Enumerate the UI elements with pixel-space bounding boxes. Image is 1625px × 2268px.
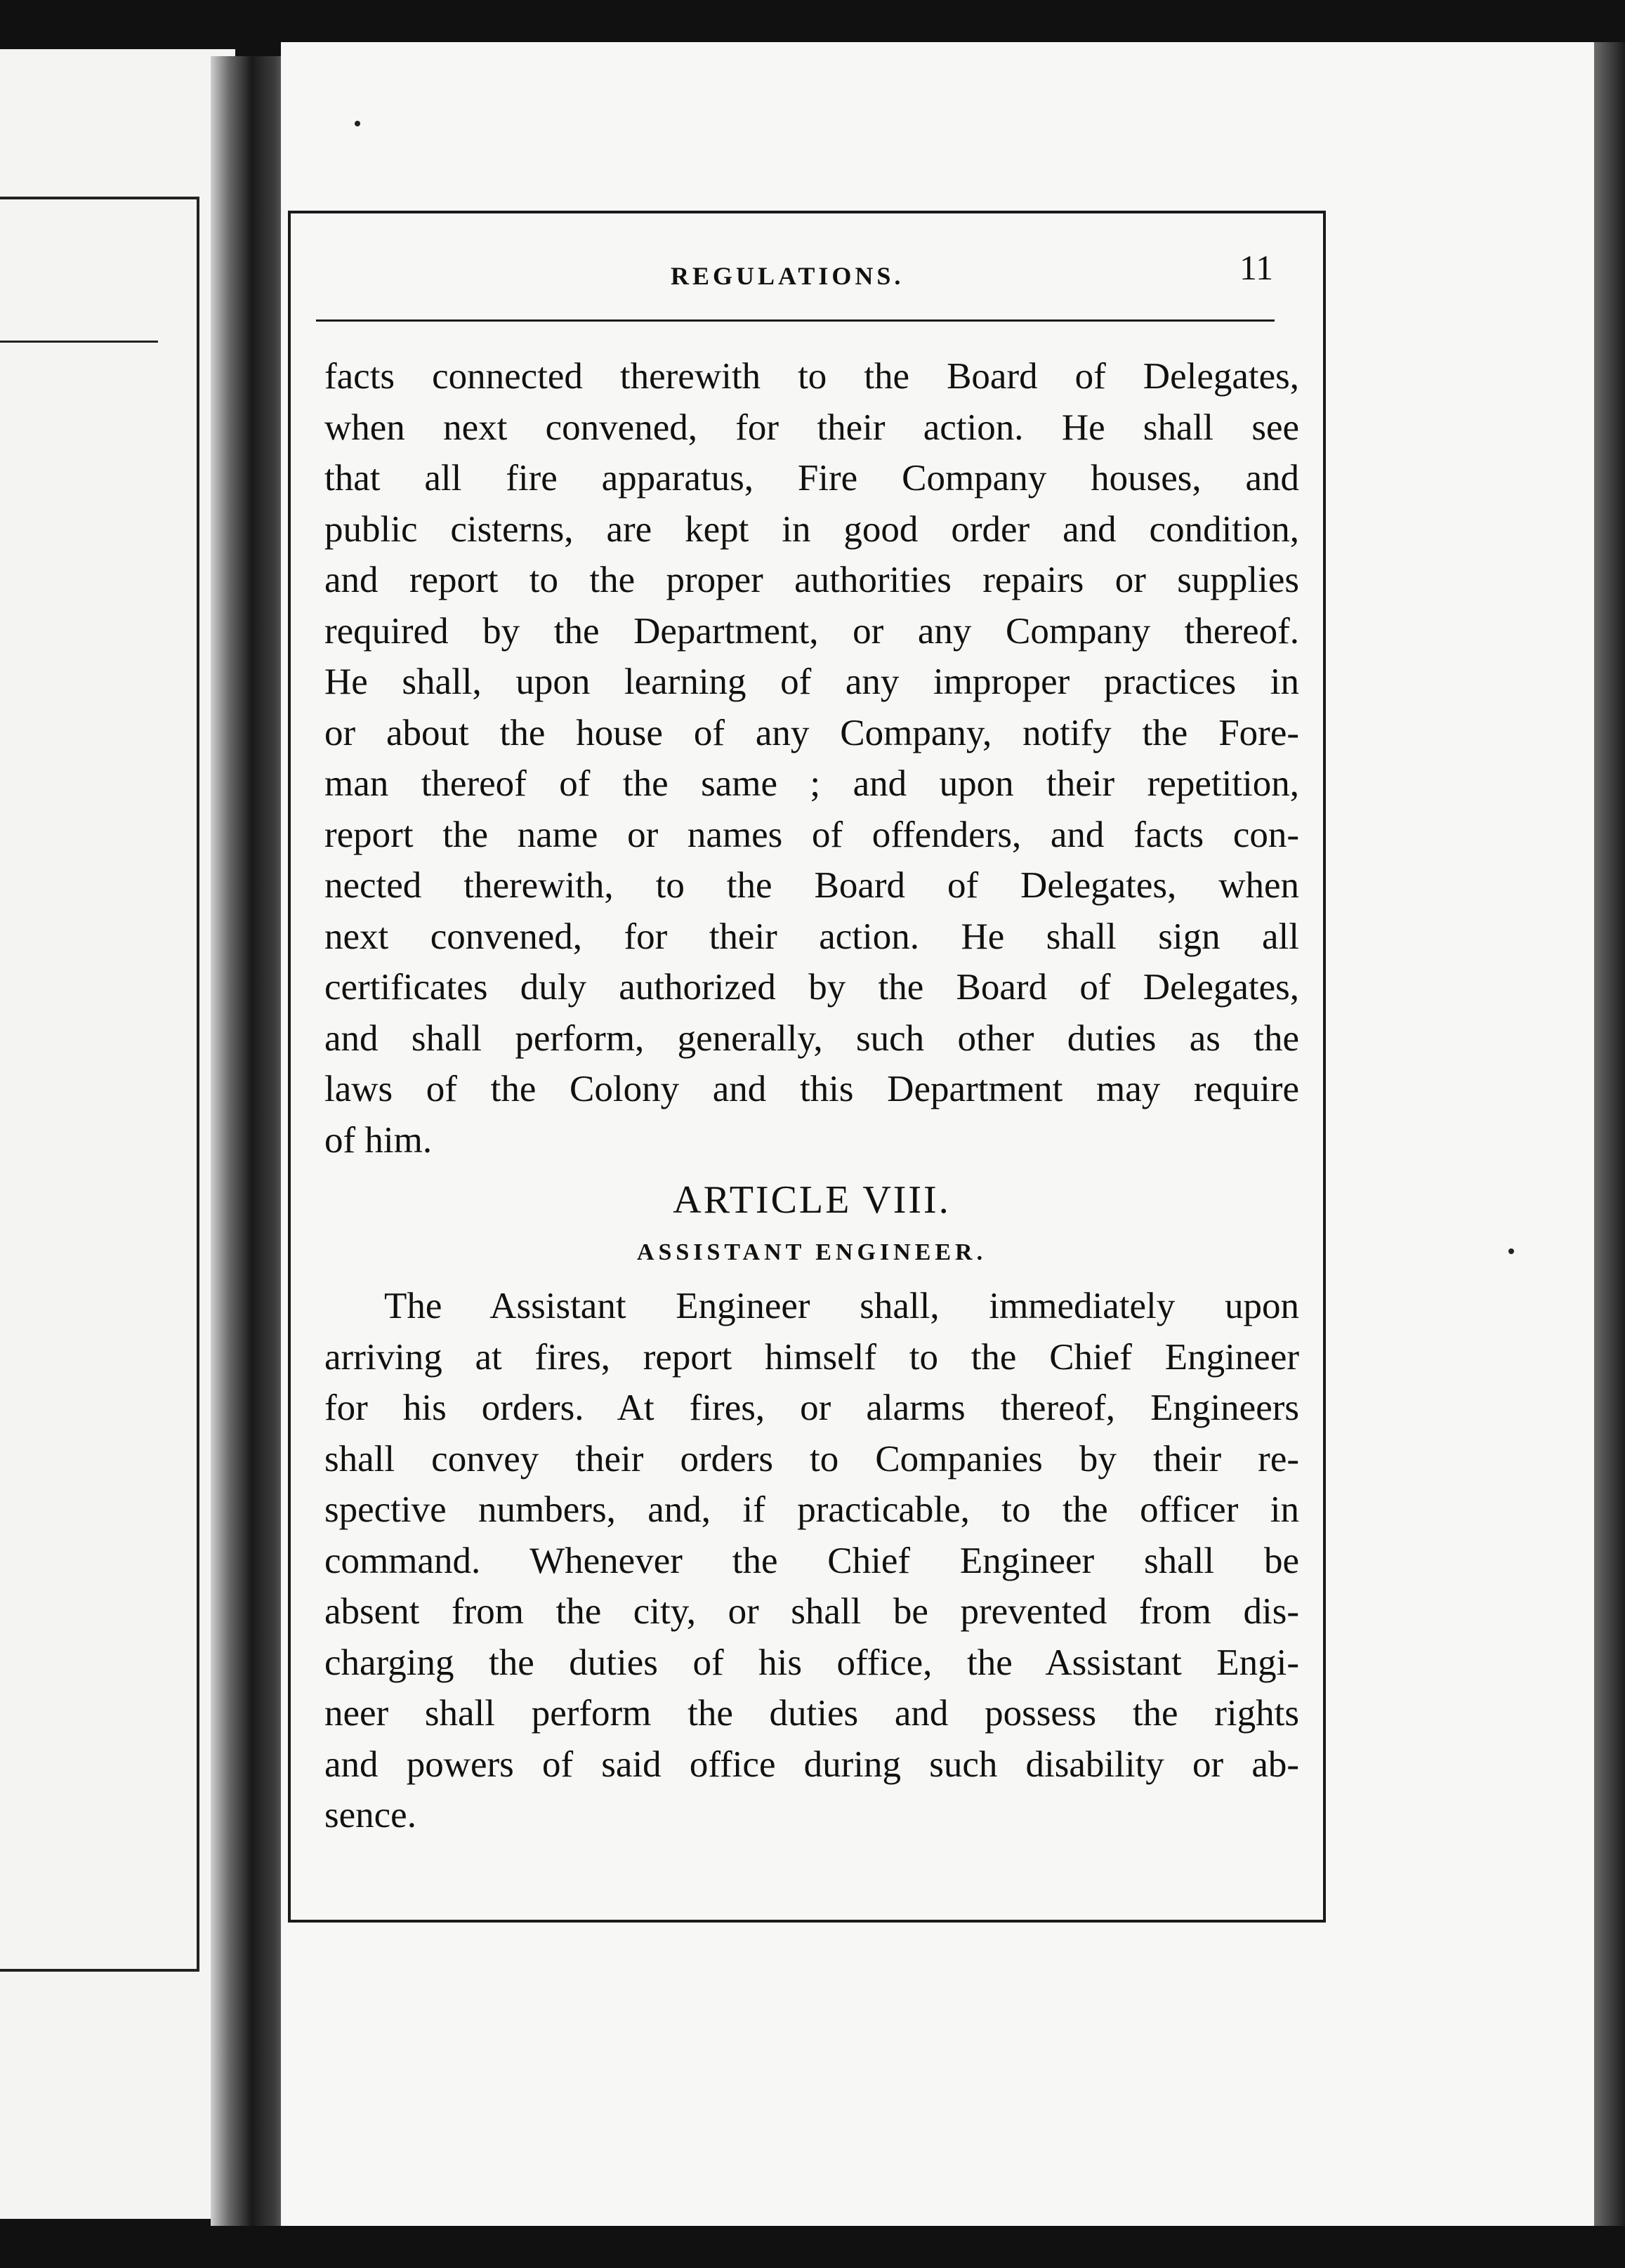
speck: [355, 121, 360, 126]
text-line: neer shall perform the duties and possess the rights: [324, 1693, 1299, 1734]
text-line: required by the Department, or any Company thereof.: [324, 610, 1299, 652]
article-title: ARTICLE VIII.: [673, 1178, 951, 1222]
speck: [1508, 1248, 1514, 1254]
left-page-rule: [0, 341, 158, 343]
article-paragraph: [324, 1281, 1299, 1841]
text-line: report the name or names of offenders, and facts con-: [324, 814, 1299, 855]
continuation-paragraph: [324, 351, 1299, 1166]
text-line: sence.: [324, 1795, 416, 1835]
text-line: and powers of said office during such disability or ab-: [324, 1743, 1299, 1785]
text-line: command. Whenever the Chief Engineer shall be: [324, 1540, 1299, 1581]
page-number: 11: [1239, 248, 1274, 287]
text-line: and report to the proper authorities repairs or supplies: [324, 560, 1299, 600]
text-line: when next convened, for their action. He shall see: [324, 407, 1299, 448]
text-line: or about the house of any Company, notify the Fore-: [324, 712, 1299, 753]
text-line: for his orders. At fires, or alarms thereof, Engineers: [324, 1387, 1299, 1428]
text-line: certificates duly authorized by the Board of Delegates,: [324, 967, 1299, 1008]
text-line: and shall perform, generally, such other duties as the: [324, 1017, 1299, 1059]
text-line: arriving at fires, report himself to the Chief Engineer: [324, 1336, 1299, 1378]
text-line: shall convey their orders to Companies by their re-: [324, 1438, 1299, 1479]
text-line: charging the duties of his office, the Assistant Engi-: [324, 1642, 1299, 1683]
text-line: public cisterns, are kept in good order and condition,: [324, 508, 1299, 550]
page-body: [324, 351, 1299, 1841]
running-head: REGULATIONS.: [671, 262, 904, 290]
text-line: of him.: [324, 1119, 433, 1161]
text-line: man thereof of the same ; and upon their repetition,: [324, 763, 1299, 804]
text-line: nected therewith, to the Board of Delegates, when: [324, 865, 1299, 906]
article-subtitle: ASSISTANT ENGINEER.: [636, 1239, 987, 1265]
text-line: He shall, upon learning of any improper practices in: [324, 661, 1299, 702]
header-rule: [316, 319, 1275, 322]
text-line: absent from the city, or shall be prevented from dis-: [324, 1591, 1299, 1632]
left-page-frame: [0, 197, 199, 1972]
text-line: spective numbers, and, if practicable, to the officer in: [324, 1489, 1299, 1530]
text-line: facts connected therewith to the Board of Delegates,: [324, 356, 1299, 397]
text-line: that all fire apparatus, Fire Company houses, and: [324, 458, 1299, 499]
text-line: next convened, for their action. He shall sign all: [324, 916, 1299, 957]
text-line: The Assistant Engineer shall, immediately upon: [384, 1286, 1299, 1326]
page-edge: [1594, 42, 1625, 2226]
text-line: laws of the Colony and this Department may require: [324, 1069, 1299, 1109]
